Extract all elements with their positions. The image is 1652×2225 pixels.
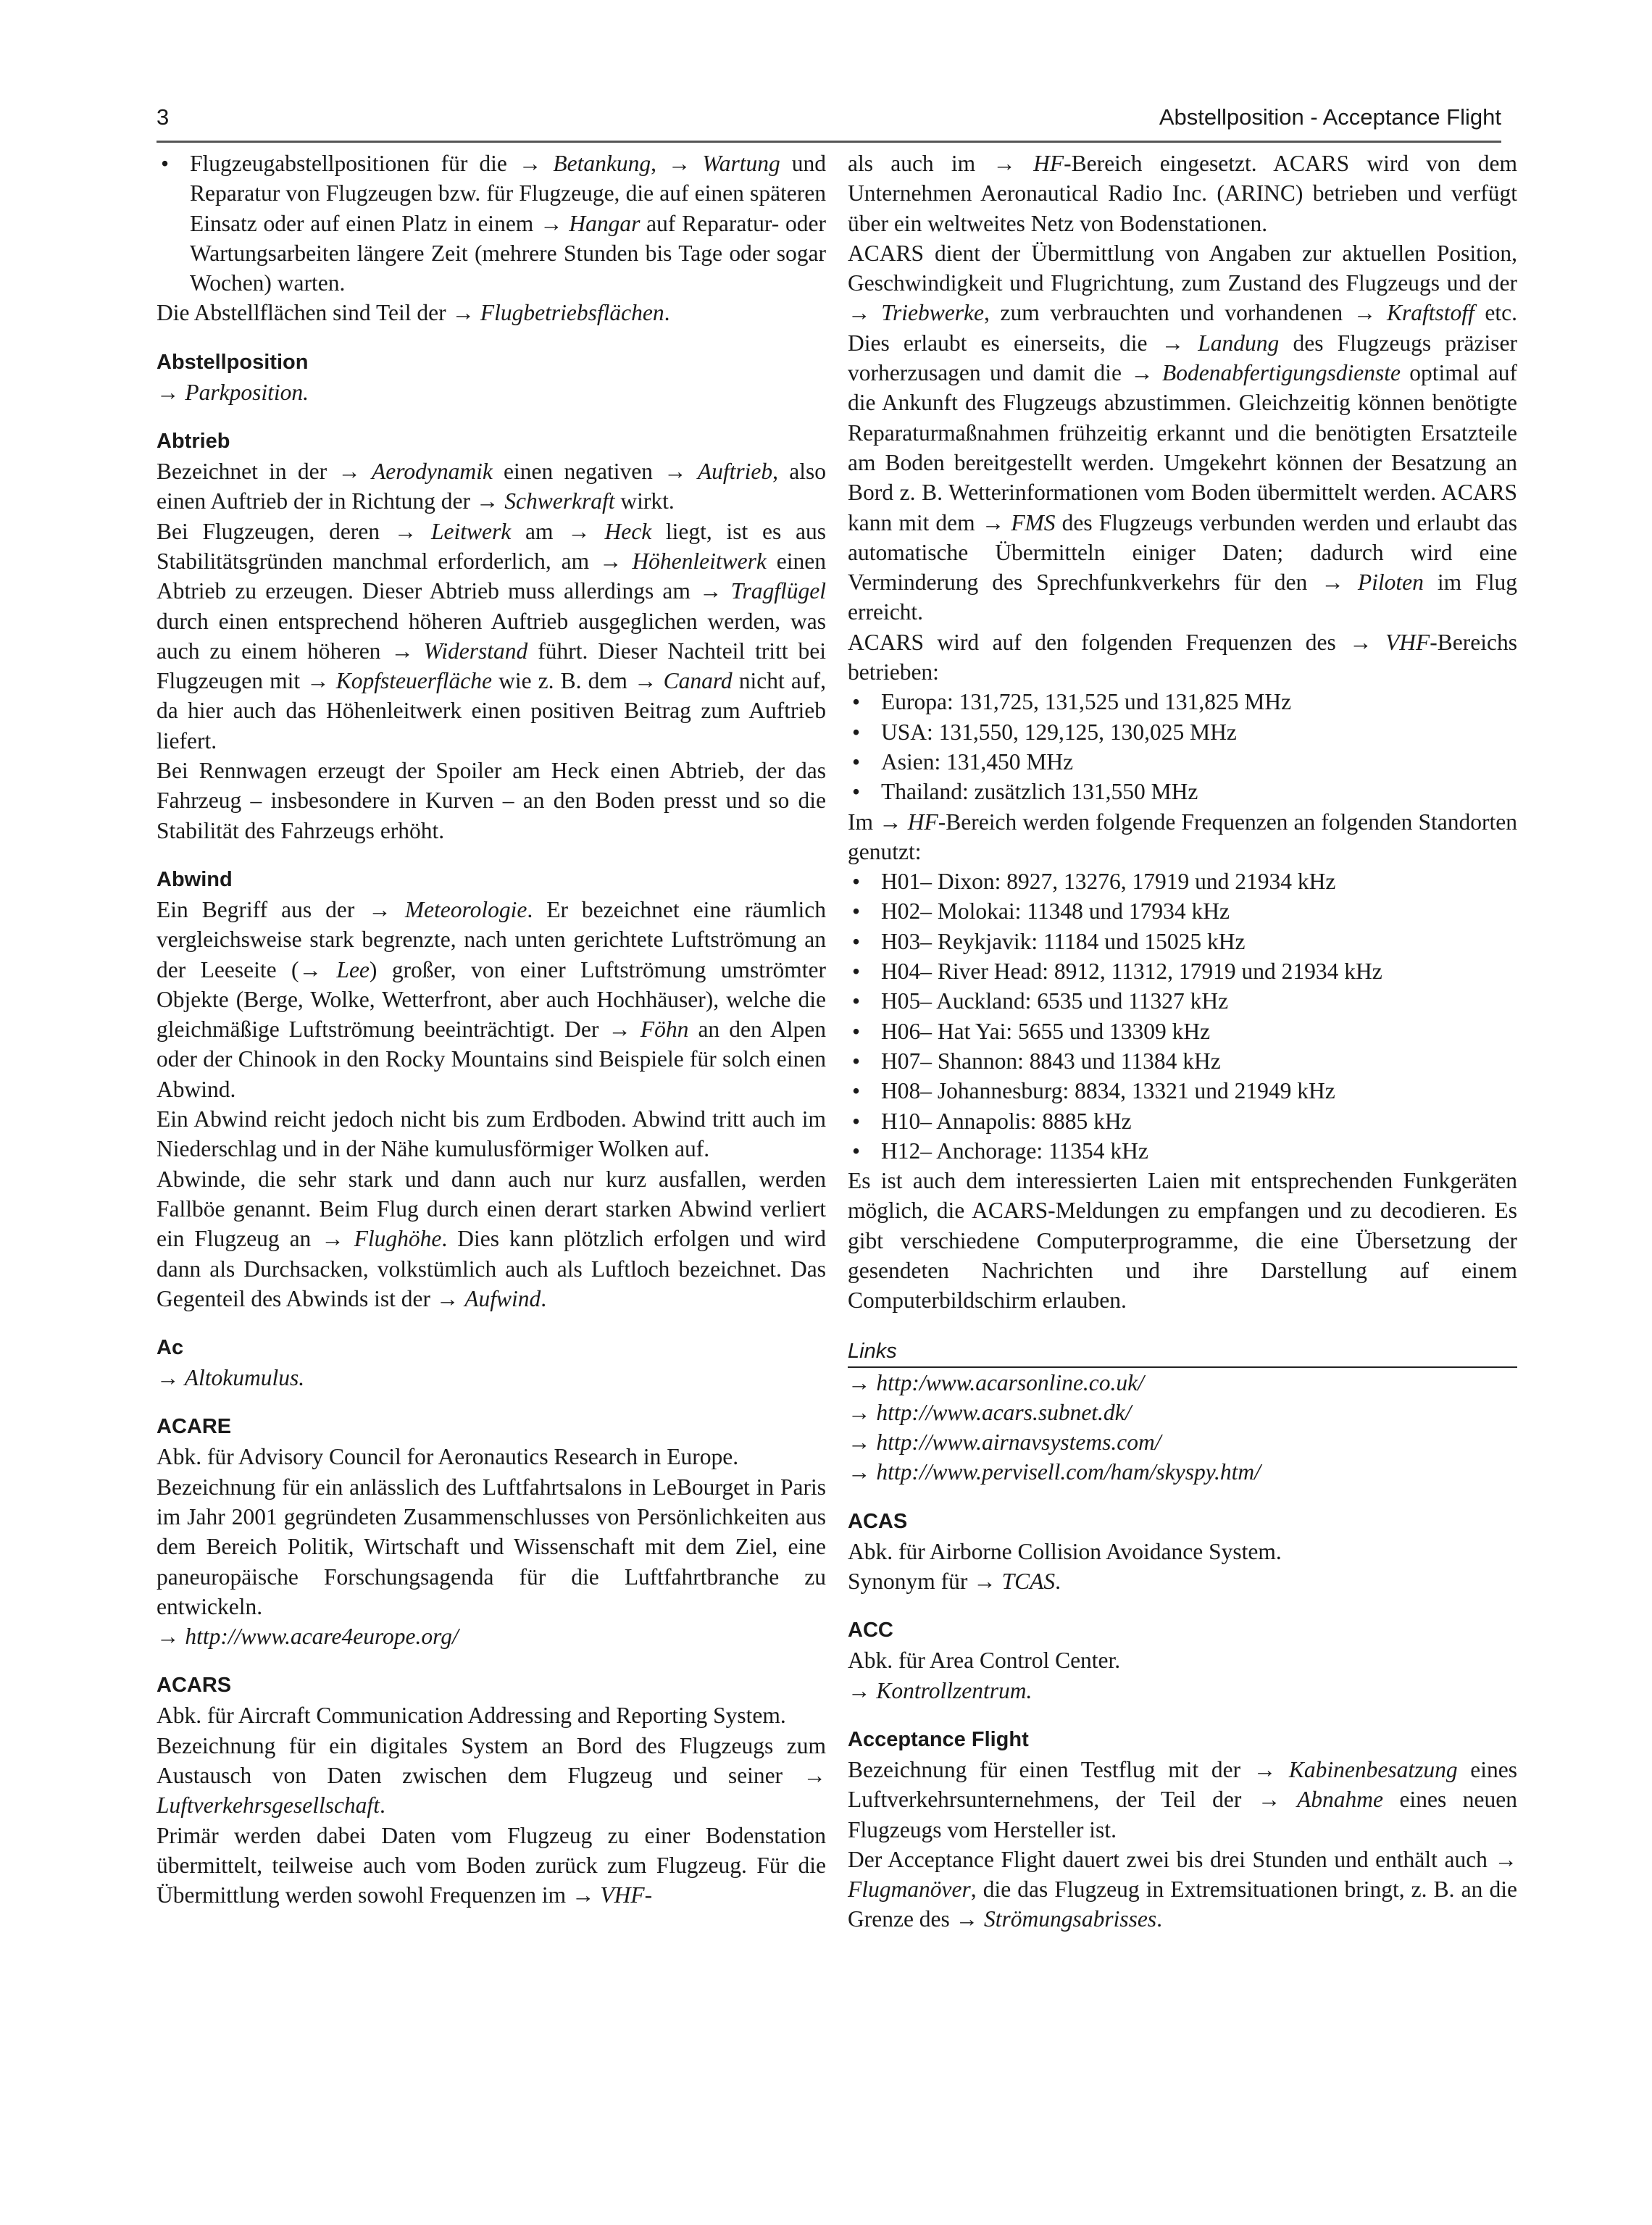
- xref-kraftstoff[interactable]: Kraftstoff: [1386, 300, 1474, 326]
- link-pervisell[interactable]: → http://www.pervisell.com/ham/skyspy.htm/: [848, 1459, 1261, 1485]
- xref-flugbetriebsflaechen[interactable]: Flugbetriebsflächen: [480, 300, 664, 326]
- left-column: [157, 149, 826, 1911]
- xref-hoehenleitwerk[interactable]: Höhenleitwerk: [632, 548, 767, 574]
- xref-piloten[interactable]: Piloten: [1357, 569, 1424, 596]
- xref-aerodynamik[interactable]: Aerodynamik: [372, 459, 493, 485]
- list-item: • H08– Johannesburg: 8834, 13321 und 21949 kHz: [852, 1078, 1335, 1104]
- xref-landung[interactable]: Landung: [1198, 330, 1280, 356]
- abwind-paragraph-1: Ein Begriff aus der → Meteorologie. Er bezeichnet eine räumlich vergleichsweise stark begrenzte, nach unten gerichtete Luftströmung an der Leeseite (→ Lee) großer, von einer Luftströmung umströmter Objekte (Berge, Wolke, Wetterfront, aber auch Hochhäuser), welche die gleichmäßige Luftströmung beeinträchtigt. Der → Föhn an den Alpen oder der Chinook in den Rocky Mountains sind Beispiele für solch einen Abwind.: [157, 896, 827, 1102]
- list-item: • H07– Shannon: 8843 und 11384 kHz: [852, 1048, 1221, 1074]
- acars-cont-paragraph-1: als auch im → HF-Bereich eingesetzt. ACARS wird von dem Unternehmen Aeronautical Radio Inc. (ARINC) betrieben und verfügt über ein weltweites Netz von Bodenstationen.: [848, 151, 1517, 236]
- acars-cont-paragraph-2: ACARS dient der Übermittlung von Angaben zur aktuellen Position, Geschwindigkeit und Flugrichtung, zum Zustand des Flugzeugs und der → Triebwerke, zum verbrauchten und vorhandenen → Kraftstoff etc. Dies erlaubt es einerseits, die → Landung des Flugzeugs präziser vorherzusagen und damit die → Bodenabfertigungsdienste optimal auf die Ankunft des Flugzeugs abzustimmen. Gleichzeitig können benötigte Reparaturmaßnahmen frühzeitig erkannt und die benötigten Ersatzteile am Boden bereitgestellt werden. Umgekehrt können der Besatzung an Bord z. B. Wetterinformationen vom Boden übermittelt werden. ACARS kann mit dem → FMS des Flugzeugs verbunden werden und erlaubt das automatische Übermitteln einiger Daten; dadurch wird eine Verminderung des Sprechfunkverkehrs für den → Piloten im Flug erreicht.: [848, 240, 1518, 625]
- xref-hf[interactable]: HF: [1033, 151, 1064, 176]
- xref-meteorologie[interactable]: Meteorologie: [404, 896, 527, 922]
- entry-ref-acc[interactable]: → Kontrollzentrum.: [848, 1677, 1032, 1703]
- xref-schwerkraft[interactable]: Schwerkraft: [504, 488, 615, 514]
- xref-aufwind[interactable]: Aufwind: [464, 1285, 541, 1311]
- hf-frequency-list: [848, 867, 1517, 1166]
- list-item: • USA: 131,550, 129,125, 130,025 MHz: [852, 719, 1237, 745]
- abtrieb-paragraph-3: Bei Rennwagen erzeugt der Spoiler am Heck einen Abtrieb, der das Fahrzeug – insbesondere in Kurven – an den Boden presst und so die Stabilität des Fahrzeugs erhöht.: [157, 758, 826, 843]
- acare-paragraph-2: Bezeichnung für ein anlässlich des Luftfahrtsalons in LeBourget in Paris im Jahr 2001 gegründeten Zusammenschlusses von Persönlichkeiten aus dem Bereich Politik, Wirtschaft und Wissenschaft mit dem Ziel, eine paneuropäische Forschungsagenda für die Luftfahrtbranche zu entwickeln.: [157, 1474, 826, 1619]
- entry-title-abtrieb: Abtrieb: [157, 430, 230, 454]
- acas-paragraph-1: Abk. für Airborne Collision Avoidance System.: [848, 1538, 1282, 1564]
- xref-auftrieb[interactable]: Auftrieb: [697, 459, 773, 485]
- entry-title-acceptance-flight: Acceptance Flight: [848, 1727, 1029, 1751]
- xref-canard[interactable]: Canard: [663, 668, 733, 694]
- xref-leitwerk[interactable]: Leitwerk: [431, 518, 512, 544]
- xref-vhf[interactable]: VHF: [600, 1882, 645, 1908]
- xref-bodenabfertigungsdienste[interactable]: Bodenabfertigungsdienste: [1162, 360, 1401, 386]
- xref-abnahme[interactable]: Abnahme: [1296, 1787, 1383, 1813]
- entry-title-abwind: Abwind: [157, 867, 233, 891]
- xref-heck[interactable]: Heck: [604, 518, 652, 544]
- list-item: • Europa: 131,725, 131,525 und 131,825 MHz: [852, 689, 1292, 715]
- acars-paragraph-2: Bezeichnung für ein digitales System an Bord des Flugzeugs zum Austausch von Daten zwischen dem Flugzeug und seiner → Luftverkehrsgesellschaft.: [157, 1732, 826, 1819]
- list-item: • H04– River Head: 8912, 11312, 17919 und 21934 kHz: [852, 959, 1382, 985]
- acceptance-flight-paragraph-1: Bezeichnung für einen Testflug mit der → Kabinenbesatzung eines Luftverkehrsunternehmens, der Teil der → Abnahme eines neuen Flugzeugs vom Hersteller ist.: [848, 1756, 1518, 1842]
- acars-paragraph-3: Primär werden dabei Daten vom Flugzeug zu einer Bodenstation übermittelt, teilweise auch vom Boden zurück zum Flugzeug. Für die Übermittlung werden sowohl Frequenzen im → VHF-: [157, 1822, 826, 1908]
- entry-title-ac: Ac: [157, 1336, 184, 1360]
- abwind-paragraph-2: Ein Abwind reicht jedoch nicht bis zum Erdboden. Abwind tritt auch im Niederschlag und in der Nähe kumulusförmiger Wolken auf.: [157, 1106, 826, 1162]
- link-acarsonline[interactable]: → http:/www.acarsonline.co.uk/: [848, 1369, 1144, 1395]
- entry-ref-ac[interactable]: → Altokumulus.: [157, 1365, 305, 1391]
- vhf-frequency-list: [848, 687, 1517, 806]
- acars-paragraph-1: Abk. für Aircraft Communication Addressing and Reporting System.: [157, 1703, 786, 1729]
- xref-fms[interactable]: FMS: [1011, 509, 1056, 535]
- acas-paragraph-2: Synonym für → TCAS.: [848, 1569, 1061, 1595]
- xref-lee[interactable]: Lee: [336, 956, 370, 982]
- entry-title-acare: ACARE: [157, 1415, 232, 1439]
- list-item: • H02– Molokai: 11348 und 17934 kHz: [852, 898, 1230, 924]
- xref-tragfluegel[interactable]: Tragflügel: [730, 578, 826, 604]
- xref-flughoehe[interactable]: Flughöhe: [354, 1226, 442, 1252]
- list-item: • H03– Reykjavik: 11184 und 15025 kHz: [852, 928, 1246, 954]
- xref-betankung[interactable]: Betankung: [553, 151, 651, 176]
- list-item: • Asien: 131,450 MHz: [852, 748, 1074, 775]
- xref-widerstand[interactable]: Widerstand: [423, 638, 528, 664]
- list-item: • H10– Annapolis: 8885 kHz: [852, 1108, 1132, 1134]
- acc-paragraph-1: Abk. für Area Control Center.: [848, 1648, 1121, 1674]
- list-item: • H06– Hat Yai: 5655 und 13309 kHz: [852, 1018, 1211, 1044]
- link-airnavsystems[interactable]: → http://www.airnavsystems.com/: [848, 1429, 1161, 1456]
- links-heading: Links: [848, 1337, 1517, 1368]
- xref-hf-2[interactable]: HF: [907, 809, 938, 835]
- xref-stroemungsabriss[interactable]: Strömungsabrisses: [984, 1906, 1157, 1932]
- xref-tcas[interactable]: TCAS: [1001, 1569, 1056, 1595]
- abtrieb-paragraph-1: Bezeichnet in der → Aerodynamik einen negativen → Auftrieb, also einen Auftrieb der in Richtung der → Schwerkraft wirkt.: [157, 459, 826, 514]
- abtrieb-paragraph-2: Bei Flugzeugen, deren → Leitwerk am → Heck liegt, ist es aus Stabilitätsgründen manchmal erforderlich, am → Höhenleitwerk einen Abtrieb zu erzeugen. Dieser Abtrieb muss allerdings am → Tragflügel durch einen entsprechend höheren Auftrieb ausgeglichen werden, was auch zu einem höheren → Widerstand führt. Dieser Nachteil tritt bei Flugzeugen mit → Kopfsteuerfläche wie z. B. dem → Canard nicht auf, da hier auch das Höhenleitwerk einen positiven Beitrag zum Auftrieb liefert.: [157, 518, 827, 754]
- right-column: [848, 149, 1517, 1934]
- acare-paragraph-1: Abk. für Advisory Council for Aeronautics Research in Europe.: [157, 1444, 739, 1470]
- page-number: 3: [157, 104, 170, 130]
- xref-kabinenbesatzung[interactable]: Kabinenbesatzung: [1288, 1756, 1458, 1782]
- list-item: • H05– Auckland: 6535 und 11327 kHz: [852, 988, 1229, 1014]
- xref-vhf-2[interactable]: VHF: [1385, 629, 1430, 655]
- entry-title-acc: ACC: [848, 1619, 893, 1642]
- xref-foehn[interactable]: Föhn: [640, 1017, 689, 1043]
- intro-paragraph: Die Abstellflächen sind Teil der → Flugbetriebsflächen.: [157, 300, 670, 326]
- list-item: • H12– Anchorage: 11354 kHz: [852, 1137, 1148, 1164]
- xref-triebwerke[interactable]: Triebwerke: [881, 300, 984, 326]
- entry-title-abstellposition: Abstellposition: [157, 350, 309, 374]
- link-acars-subnet[interactable]: → http://www.acars.subnet.dk/: [848, 1399, 1132, 1425]
- xref-hangar[interactable]: Hangar: [569, 210, 641, 236]
- bullet-dot: •: [161, 151, 170, 176]
- header-rule: [157, 141, 1501, 143]
- entry-title-acars: ACARS: [157, 1674, 232, 1698]
- list-item: • Thailand: zusätzlich 131,550 MHz: [852, 779, 1198, 805]
- xref-kopfsteuerflaeche[interactable]: Kopfsteuerfläche: [335, 668, 492, 694]
- acare-link[interactable]: → http://www.acare4europe.org/: [157, 1624, 459, 1650]
- xref-flugmanoever[interactable]: Flugmanöver: [848, 1877, 971, 1903]
- acars-cont-paragraph-3: ACARS wird auf den folgenden Frequenzen des → VHF-Bereichs betrieben:: [848, 629, 1517, 685]
- acceptance-flight-paragraph-2: Der Acceptance Flight dauert zwei bis drei Stunden und enthält auch → Flugmanöver, die das Flugzeug in Extremsituationen bringt, z. B. an die Grenze des → Strömungsabrisses.: [848, 1846, 1517, 1932]
- entry-ref-abstellposition[interactable]: → Parkposition.: [157, 379, 309, 405]
- acars-cont-paragraph-5: Es ist auch dem interessierten Laien mit entsprechenden Funkgeräten möglich, die ACARS-Meldungen zu empfangen und zu decodieren. Es gibt verschiedene Computerprogramme, die eine Übersetzung der gesendeten Nachrichten und ihre Darstellung auf einem Computerbildschirm erlauben.: [848, 1168, 1517, 1314]
- running-title: Abstellposition - Acceptance Flight: [1159, 104, 1501, 130]
- list-item: • H01– Dixon: 8927, 13276, 17919 und 21934 kHz: [852, 869, 1336, 895]
- acars-cont-paragraph-4: Im → HF-Bereich werden folgende Frequenzen an folgenden Standorten genutzt:: [848, 809, 1517, 864]
- abwind-paragraph-3: Abwinde, die sehr stark und dann auch nur kurz ausfallen, werden Fallböe genannt. Beim Flug durch einen derart starken Abwind verliert ein Flugzeug an → Flughöhe. Dies kann plötzlich erfolgen und wird dann als Durchsacken, volkstümlich auch als Luftloch bezeichnet. Das Gegenteil des Abwinds ist der → Aufwind.: [157, 1166, 827, 1311]
- xref-wartung[interactable]: Wartung: [702, 151, 780, 176]
- page-header: [157, 101, 1501, 136]
- intro-bullet: • Flugzeugabstellpositionen für die → Betankung, → Wartung und Reparatur von Flugzeugen bzw. für Flugzeuge, die auf einen späteren Einsatz oder auf einen Platz in einem → Hangar auf Reparatur- oder Wartungsarbeiten längere Zeit (mehrere Stunden bis Tage oder sogar Wochen) warten.: [157, 149, 826, 298]
- xref-luftverkehrsgesellschaft[interactable]: Luftverkehrsgesellschaft: [157, 1792, 380, 1819]
- entry-title-acas: ACAS: [848, 1509, 908, 1533]
